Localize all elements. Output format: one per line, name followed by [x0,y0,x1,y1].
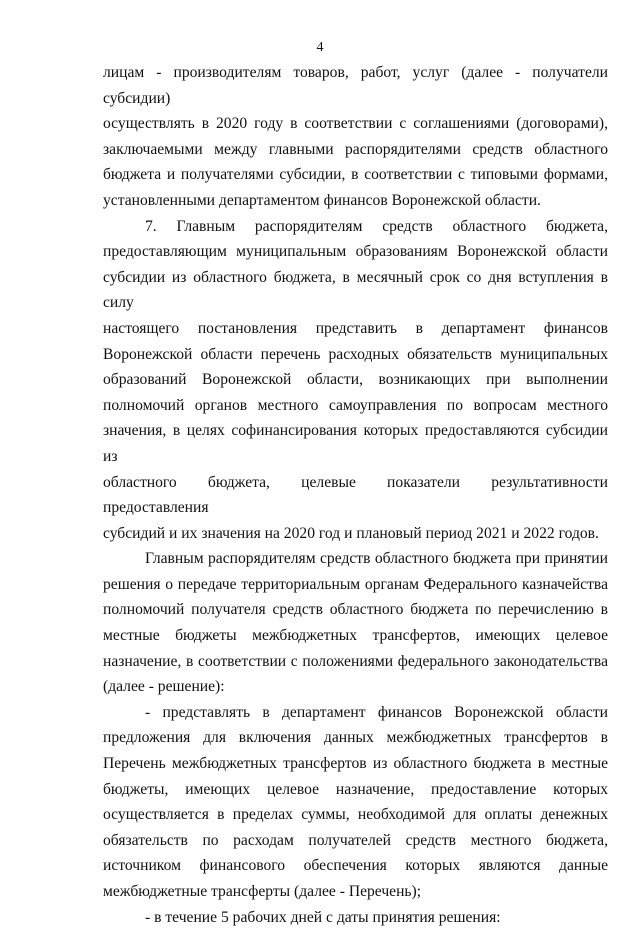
text-line: бюджета и получателями субсидии, в соответствии с типовыми формами, [103,166,608,184]
text-line: источником финансового обеспечения которых являются данные [103,857,608,875]
text-line: полномочий получателя средств областного бюджета по перечислению в [103,601,608,619]
text-line: межбюджетные трансферты (далее - Перечень); [103,883,422,900]
text-line: назначение, в соответствии с положениями федерального законодательства [103,652,608,670]
paragraph-item-7 [103,214,608,547]
text-line: субсидий и их значения на 2020 год и плановый период 2021 и 2022 годов. [103,524,599,542]
text-line: значения, в целях софинансирования которых предоставляются субсидии из [103,422,608,465]
paragraph-bullet-deadline [103,905,608,930]
text-line: областного бюджета, целевые показатели результативности предоставления [103,473,608,517]
text-line: лицам - производителям товаров, работ, услуг (далее - получатели субсидии) [103,64,608,107]
paragraph-continuation [103,60,608,214]
text-line: - в течение 5 рабочих дней с даты принятия решения: [145,908,501,926]
text-line: предложения для включения данных межбюджетных трансфертов в [103,729,608,747]
text-line: осуществлять в 2020 году в соответствии с соглашениями (договорами), [103,115,608,133]
text-line: Главным распорядителям средств областного бюджета при принятии [145,550,608,568]
text-line: осуществляется в пределах суммы, необходимой для оплаты денежных [103,806,608,824]
text-line: 7. Главным распорядителям средств областного бюджета, [145,217,608,235]
text-line: полномочий органов местного самоуправления по вопросам местного [103,396,608,414]
text-line: предоставляющим муниципальным образованиям Воронежской области [103,243,608,261]
text-line: Перечень межбюджетных трансфертов из областного бюджета в местные [103,755,608,773]
document-body [103,60,608,930]
text-line: местные бюджеты межбюджетных трансфертов, имеющих целевое [103,627,608,645]
text-line: образований Воронежской области, возникающих при выполнении [103,371,608,389]
page-number: 4 [316,40,324,55]
text-line: бюджеты, имеющих целевое назначение, предоставление которых [103,780,608,798]
text-line: заключаемыми между главными распорядителями средств областного [103,140,608,158]
text-line: субсидии из областного бюджета, в месячный срок со дня вступления в силу [103,268,608,312]
text-line: решения о передаче территориальным органам Федерального казначейства [103,575,608,593]
paragraph-decision [103,546,608,700]
text-line: - представлять в департамент финансов Воронежской области [145,703,608,721]
paragraph-bullet-submit [103,700,608,905]
text-line: Воронежской области перечень расходных обязательств муниципальных [103,345,608,363]
text-line: установленными департаментом финансов Воронежской области. [103,191,541,209]
text-line: (далее - решение): [103,678,225,696]
text-line: обязательств по расходам получателей средств местного бюджета, [103,831,608,849]
text-line: настоящего постановления представить в департамент финансов [103,319,608,337]
